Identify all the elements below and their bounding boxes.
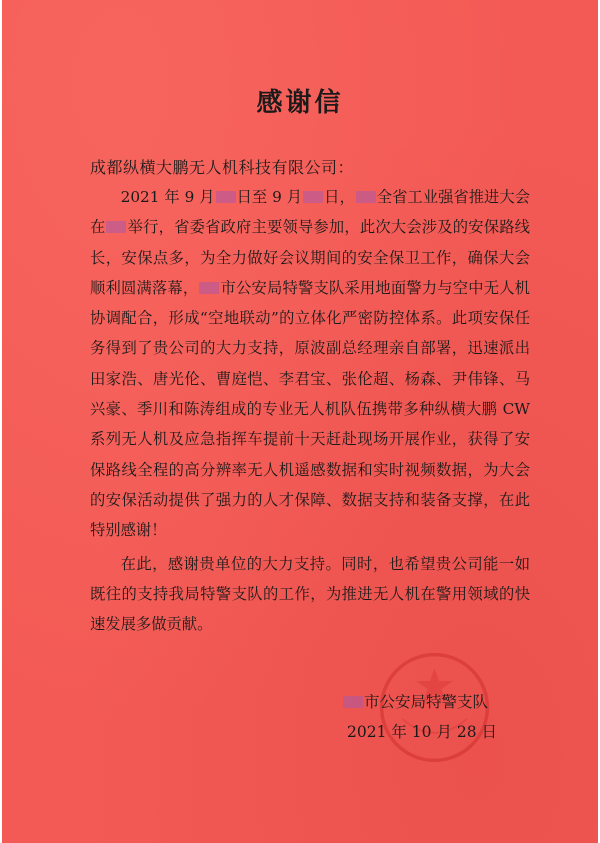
text-segment: 2021 年 9 月: [120, 188, 215, 206]
text-segment: 日至 9 月: [236, 188, 303, 206]
addressee: 成都纵横大鹏无人机科技有限公司：: [90, 158, 355, 177]
text-segment: 日，: [324, 188, 355, 206]
text-segment: 举行，省委省政府主要领导参加，此次大会涉及的安保路线长，安保点多，为全力做好会议期间的安全保卫工作，确保大会顺利圆满落幕，: [90, 218, 530, 297]
redaction-mark: [303, 191, 323, 203]
signature-org-text: 市公安局特警支队: [364, 693, 489, 711]
redaction-mark: [343, 696, 363, 708]
signature-organization: [342, 690, 488, 712]
redaction-mark: [216, 191, 236, 203]
text-segment: 市公安局特警支队采用地面警力与空中无人机协调配合，形成“空地联动”的立体化严密防控体系。此项安保任务得到了贵公司的大力支持，原波副总经理亲自部署，迅速派出田家浩、唐光伦、曹庭恺、李君宝、张伦超、杨森、尹伟锋、马兴豪、季川和陈涛组成的专业无人机队伍携带多种纵横大鹏 CW 系列无人机及应急指挥车提前十天赶赴现场开展作业，获得了安保路线全程的高分辨率无人机遥感数据和实时视频数据，为大会的安保活动提供了强力的人才保障、数据支持和装备支撑，在此特别感谢！: [90, 278, 530, 540]
signature-date: 2021 年 10 月 28 日: [347, 723, 498, 741]
text-segment: 全省工业强省推进大会在: [90, 188, 530, 237]
letter-paper: [2, 0, 598, 843]
redaction-mark: [106, 221, 126, 233]
redaction-mark: [199, 282, 219, 294]
letter-title: 感谢信: [256, 88, 344, 118]
paragraph-2: 在此，感谢贵单位的大力支持。同时，也希望贵公司能一如既往的支持我局特警支队的工作，为推进无人机在警用领域的快速发展多做贡献。: [90, 554, 530, 634]
letter-body: [90, 182, 530, 639]
redaction-mark: [356, 191, 376, 203]
paragraph-1: [90, 182, 530, 546]
